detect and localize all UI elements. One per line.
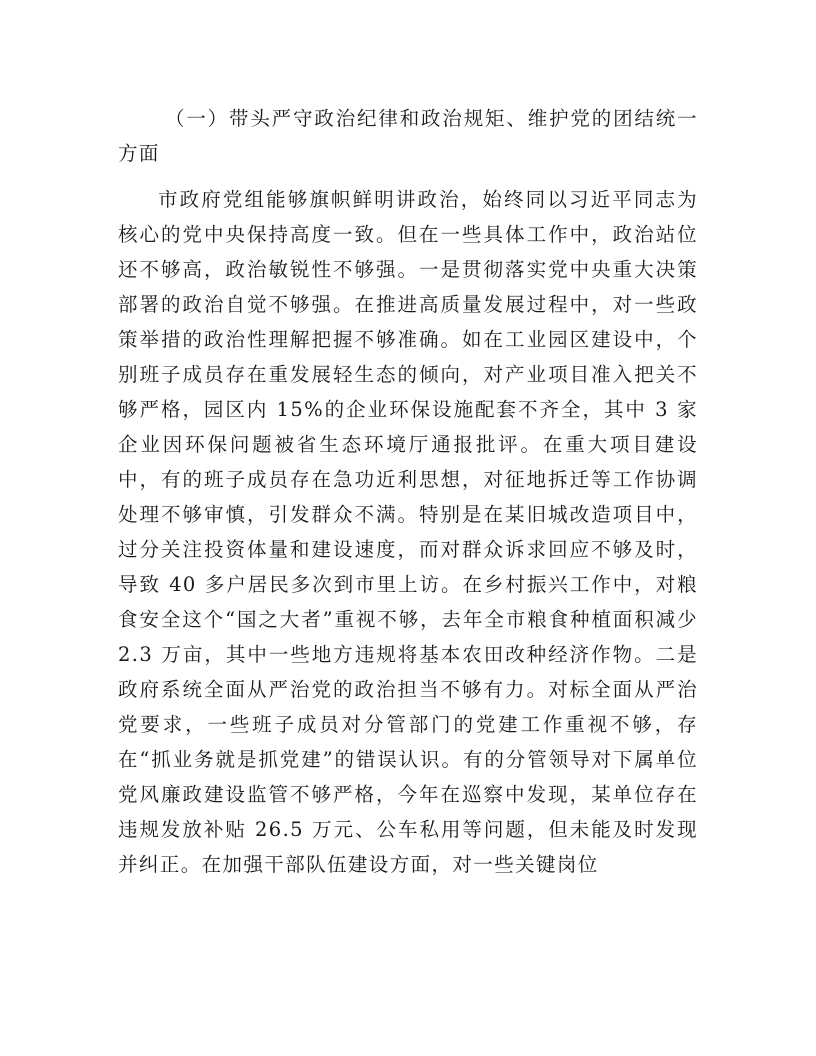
body-paragraph: 市政府党组能够旗帜鲜明讲政治，始终同以习近平同志为核心的党中央保持高度一致。但在一些具体工作中，政治站位还不够高，政治敏锐性不够强。一是贯彻落实党中央重大决策部署的政治自觉不够强。在推进高质量发展过程中，对一些政策举措的政治性理解把握不够准确。如在工业园区建设中，个别班子成员存在重发展轻生态的倾向，对产业项目准入把关不够严格，园区内 15%的企业环保设施配套不齐全，其中 3 家企业因环保问题被省生态环境厅通报批评。在重大项目建设中，有的班子成员存在急功近利思想，对征地拆迁等工作协调处理不够审慎，引发群众不满。特别是在某旧城改造项目中，过分关注投资体量和建设速度，而对群众诉求回应不够及时，导致 40 多户居民多次到市里上访。在乡村振兴工作中，对粮食安全这个“国之大者”重视不够，去年全市粮食种植面积减少 2.3 万亩，其中一些地方违规将基本农田改种经济作物。二是政府系统全面从严治党的政治担当不够有力。对标全面从严治党要求，一些班子成员对分管部门的党建工作重视不够，存在“抓业务就是抓党建”的错误认识。有的分管领导对下属单位党风廉政建设监管不够严格，今年在巡察中发现，某单位存在违规发放补贴 26.5 万元、公车私用等问题，但未能及时发现并纠正。在加强干部队伍建设方面，对一些关键岗位 — [118, 188, 698, 876]
section-heading: （一）带头严守政治纪律和政治规矩、维护党的团结统一方面 — [118, 107, 698, 165]
document-body — [118, 101, 698, 882]
